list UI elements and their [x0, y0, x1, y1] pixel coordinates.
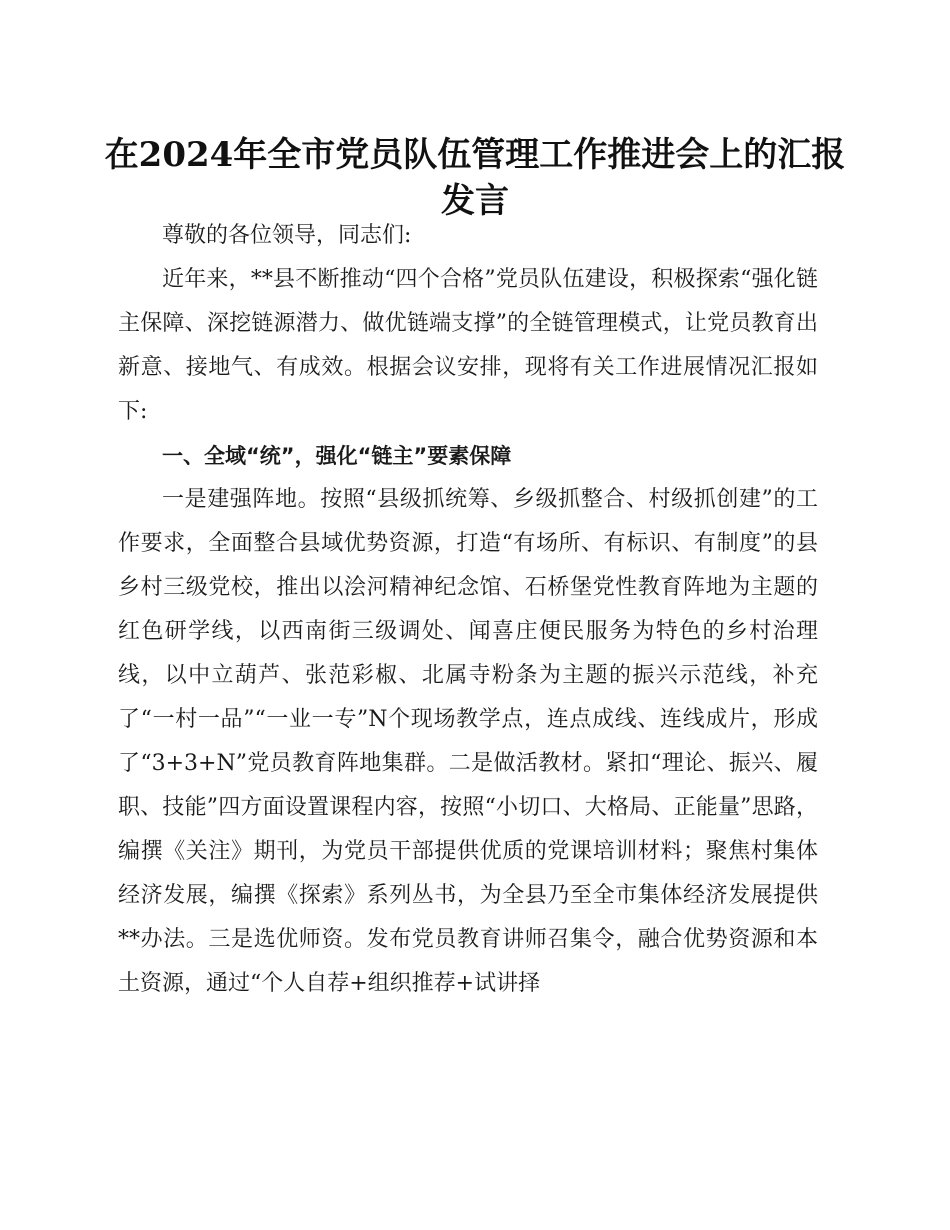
section-heading: 一、全域“统”，强化“链主”要素保障	[162, 444, 512, 468]
document-title: 在2024年全市党员队伍管理工作推进会上的汇报发言	[104, 135, 846, 221]
section-paragraph: 一是建强阵地。按照“县级抓统筹、乡级抓整合、村级抓创建”的工作要求，全面整合县域优势资源，打造“有场所、有标识、有制度”的县乡村三级党校，推出以浍河精神纪念馆、石桥堡党性教育阵地为主题的红色研学线，以西南街三级调处、闻喜庄便民服务为特色的乡村治理线，以中立葫芦、张范彩椒、北属寺粉条为主题的振兴示范线，补充了“一村一品”“一业一专”N个现场教学点，连点成线、连线成片，形成了“3+3+N”党员教育阵地集群。二是做活教材。紧扣“理论、振兴、履职、技能”四方面设置课程内容，按照“小切口、大格局、正能量”思路，编撰《关注》期刊，为党员干部提供优质的党课培训材料；聚焦村集体经济发展，编撰《探索》系列丛书，为全县乃至全市集体经济发展提供**办法。三是选优师资。发布党员教育讲师召集令，融合优势资源和本土资源，通过“个人自荐+组织推荐+试讲择	[118, 487, 818, 996]
salutation: 尊敬的各位领导，同志们:	[162, 223, 412, 248]
intro-paragraph: 近年来，**县不断推动“四个合格”党员队伍建设，积极探索“强化链主保障、深挖链源潜力、做优链端支撑”的全链管理模式，让党员教育出新意、接地气、有成效。根据会议安排，现将有关工作进展情况汇报如下:	[118, 267, 818, 424]
document-body	[118, 214, 818, 1006]
